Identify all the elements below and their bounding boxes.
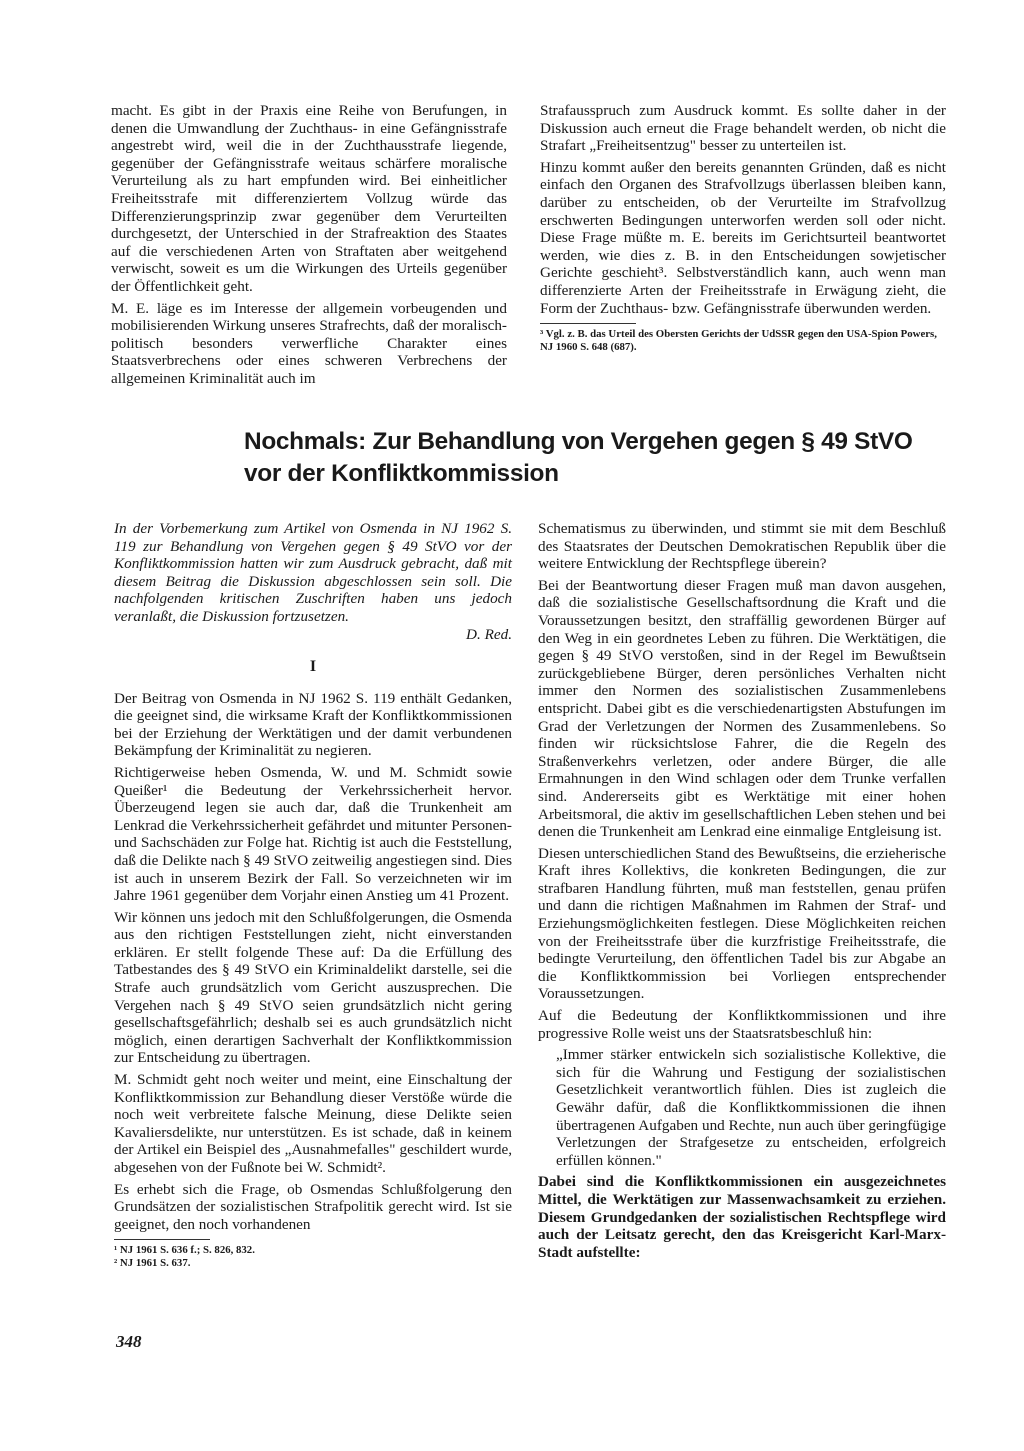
footnote: ² NJ 1961 S. 637. [114, 1257, 191, 1270]
column-left-bottom [114, 520, 512, 1270]
paragraph: Es erhebt sich die Frage, ob Osmendas Schlußfolgerung den Grundsätzen der sozialistischen Strafpolitik gerecht wird. Ist sie geeignet, den noch vorhandenen [114, 1180, 512, 1233]
footnote-divider [114, 1239, 210, 1240]
article-title-line-2: vor der Konfliktkommission [244, 460, 559, 487]
paragraph: Bei der Beantwortung dieser Fragen muß man davon ausgehen, daß die sozialistische Gesellschaftsordnung die Kraft und die Voraussetzungen besitzt, den straffällig gewordenen Bürger auf den Weg in ein geordnetes Leben zu führen. Die Werktätigen, die gegen § 49 StVO verstoßen, sind in der Regel im Bewußtsein zurückgebliebene Bürger, deren persönliches Verhalten nicht immer den Normen des sozialistischen Zusammenlebens entspricht. Dabei gibt es die verschiedenartigsten Abstufungen im Grad der Verletzungen der Normen des Zusammenlebens. So finden wir rücksichtslose Fahrer, die die Regeln des Straßenverkehrs verletzen, oder andere Bürger, die alle Ermahnungen in den Wind schlagen oder dem Trunke verfallen sind. Andererseits gibt es Werktätige mit einer hohen Arbeitsmoral, die aktiv im gesellschaftlichen Leben stehen und bei denen die Trunkenheit am Lenkrad eine einmalige Entgleisung ist. [538, 576, 946, 841]
quotation: „Immer stärker entwickeln sich sozialistische Kollektive, die sich für die Wahrung und Festigung der sozialistischen Gesetzlichkeit verantwortlich fühlen. Dies ist zugleich die Gewähr dafür, daß die Konfliktkommissionen die ihnen übertragenen Aufgaben und Rechte, nun auch über geringfügige Verletzungen der Strafgesetze zu entscheiden, erfolgreich erfüllen können." [556, 1046, 946, 1169]
article-title [244, 426, 964, 490]
page-number: 348 [116, 1332, 142, 1351]
column-left-top [111, 102, 507, 392]
paragraph: Dabei sind die Konfliktkommissionen ein ausgezeichnetes Mittel, die Werktätigen zur Massenwachsamkeit zu erziehen. Diesem Grundgedanken der sozialistischen Rechtspflege wird auch der Leitsatz gerecht, den das Kreisgericht Karl-Marx-Stadt aufstellte: [538, 1173, 946, 1261]
column-right-top [540, 102, 946, 354]
column-right-bottom [538, 520, 946, 1265]
intro-text: In der Vorbemerkung zum Artikel von Osmenda in NJ 1962 S. 119 zur Behandlung von Vergehen gegen § 49 StVO vor der Konfliktkommission hatten wir zum Ausdruck gebracht, daß mit diesem Beitrag die Diskussion abgeschlossen sein soll. Die nachfolgenden kritischen Zuschriften haben uns jedoch veranlaßt, die Diskussion fortzusetzen. [114, 520, 512, 625]
footnote: ¹ NJ 1961 S. 636 f.; S. 826, 832. [114, 1244, 255, 1257]
footnote: ³ Vgl. z. B. das Urteil des Obersten Gerichts der UdSSR gegen den USA-Spion Powers, NJ 1960 S. 648 (687). [540, 328, 937, 354]
paragraph: Auf die Bedeutung der Konfliktkommissionen und ihre progressive Rolle weist uns der Staatsratsbeschluß hin: [538, 1007, 946, 1042]
paragraph: Strafausspruch zum Ausdruck kommt. Es sollte daher in der Diskussion auch erneut die Frage behandelt werden, ob nicht die Strafart „Freiheitsentzug" besser zu unterteilen ist. [540, 102, 946, 155]
paragraph: Wir können uns jedoch mit den Schlußfolgerungen, die Osmenda aus den richtigen Feststellungen zieht, nicht einverstanden erklären. Er stellt folgende These auf: Da die Erfüllung des Tatbestandes des § 49 StVO ein Kriminaldelikt darstelle, sei die Strafe auch grundsätzlich vom Gericht auszusprechen. Die Vergehen nach § 49 StVO seien grundsätzlich nicht gering gesellschaftsgefährlich; deshalb sei es auch grundsätzlich nicht möglich, einen derartigen Sachverhalt der Konfliktkommission zur Entscheidung zu übertragen. [114, 908, 512, 1067]
paragraph: Schematismus zu überwinden, und stimmt sie mit dem Beschluß des Staatsrates der Deutschen Demokratischen Republik über die weitere Entwicklung der Rechtspflege überein? [538, 520, 946, 573]
paragraph: M. Schmidt geht noch weiter und meint, eine Einschaltung der Konfliktkommission zur Behandlung dieser Verstöße würde die noch weit verbreitete falsche Meinung, diese Delikte seien Kavaliersdelikte, nur unterstützen. Es ist schade, daß in keinem der Artikel ein Beispiel des „Ausnahmefalles" geschildert wurde, abgesehen von der Fußnote bei W. Schmidt². [114, 1071, 512, 1176]
paragraph: Hinzu kommt außer den bereits genannten Gründen, daß es nicht einfach den Organen des Strafvollzugs überlassen bleiben kann, darüber zu entscheiden, ob der Verurteilte im Strafvollzug erschwerten Bedingungen unterworfen werden soll oder nicht. Diese Frage müßte m. E. bereits im Gerichtsurteil beantwortet werden, wie dies z. B. in den Entscheidungen sowjetischer Gerichte geschieht³. Selbstverständlich kann, auch wenn man differenzierte Arten der Freiheitsstrafe in Erwägung zieht, die Form der Zuchthaus- bzw. Gefängnisstrafe überwunden werden. [540, 158, 946, 317]
paragraph: M. E. läge es im Interesse der allgemein vorbeugenden und mobilisierenden Wirkung unseres Strafrechts, daß der moralisch-politisch besonders verwerfliche Charakter eines Staatsverbrechens oder eines schweren Verbrechens der allgemeinen Kriminalität auch im [111, 299, 507, 387]
paragraph: Der Beitrag von Osmenda in NJ 1962 S. 119 enthält Gedanken, die geeignet sind, die wirksame Kraft der Konfliktkommissionen bei der Erziehung der Werktätigen und der damit verbundenen Bekämpfung der Kriminalität zu negieren. [114, 689, 512, 760]
paragraph: macht. Es gibt in der Praxis eine Reihe von Berufungen, in denen die Umwandlung der Zuchthaus- in eine Gefängnisstrafe angestrebt wird, weil die in der Zuchthausstrafe liegende, gegenüber der Gefängnisstrafe weitaus schärfere moralische Verurteilung als zu hart empfunden wird. Bei einheitlicher Freiheitsstrafe mit differenziertem Vollzug würde das Differenzierungsprinzip zwar gegenüber dem Verurteilten durchgesetzt, der Unterschied in der Strafreaktion des Staates auf die verschiedenen Arten von Straftaten aber weitgehend verwischt, soweit es um die Wirkungen des Urteils gegenüber der Öffentlichkeit geht. [111, 102, 507, 295]
paragraph: Richtigerweise heben Osmenda, W. und M. Schmidt sowie Queißer¹ die Bedeutung der Verkehrssicherheit hervor. Überzeugend legen sie auch dar, daß die Trunkenheit am Lenkrad die Verkehrssicherheit gefährdet und mitunter Personen- und Sachschäden zur Folge hat. Richtig ist auch die Feststellung, daß die Delikte nach § 49 StVO zeitweilig angestiegen sind. Dies ist auch in unserem Bezirk der Fall. So verzeichneten wir im Jahre 1961 gegenüber dem Vorjahr einen Anstieg um 41 Prozent. [114, 763, 512, 905]
editorial-signature: D. Red. [466, 625, 512, 643]
paragraph: Diesen unterschiedlichen Stand des Bewußtseins, die erzieherische Kraft ihres Kollektivs, die konkreten Bedingungen, die zur strafbaren Handlung führten, muß man feststellen, genau prüfen und dann die richtigen Maßnahmen im Rahmen der Straf- und Erziehungsmöglichkeiten festlegen. Diese Möglichkeiten reichen von der Freiheitsstrafe über die kurzfristige Freiheitsstrafe, die bedingte Verurteilung, den öffentlichen Tadel bis zur Abgabe an die Konfliktkommission bei Vorliegen entsprechender Voraussetzungen. [538, 844, 946, 1003]
footnote-divider [540, 323, 636, 324]
section-number: I [309, 657, 317, 675]
editorial-intro [114, 520, 512, 626]
article-title-line-1: Nochmals: Zur Behandlung von Vergehen gegen § 49 StVO [244, 428, 913, 455]
